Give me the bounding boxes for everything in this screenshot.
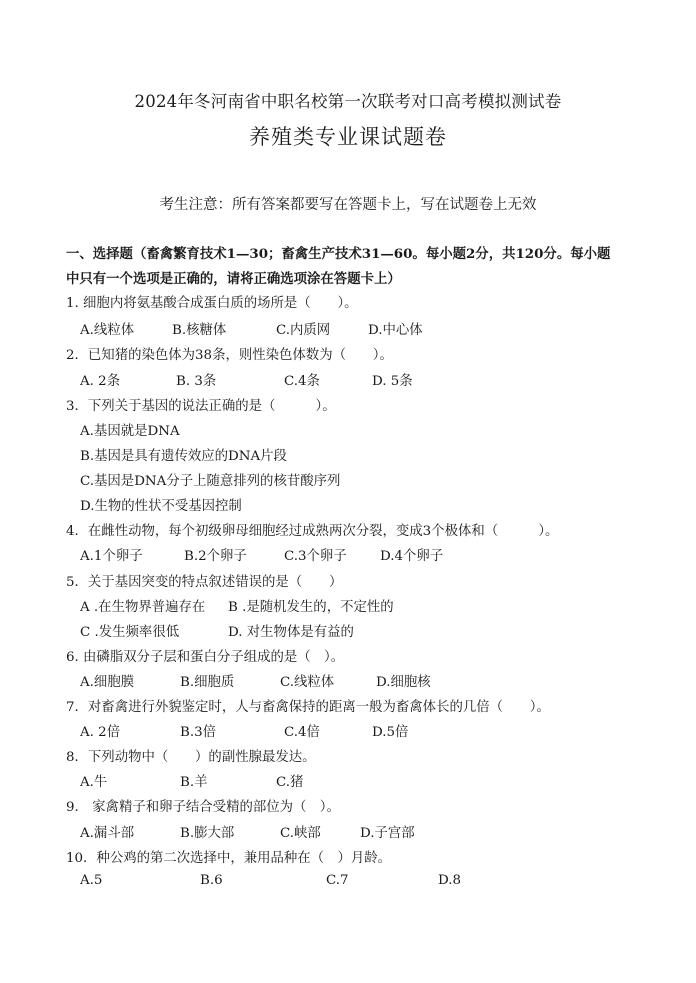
question-9-option-c: C.峡部	[280, 826, 321, 841]
question-5-stem: 5．关于基因突变的特点叙述错误的是（ ）	[66, 575, 343, 590]
question-4-option-d: D.4个卵子	[380, 549, 444, 564]
exam-title: 2024年冬河南省中职名校第一次联考对口高考模拟测试卷	[134, 92, 562, 111]
section-heading-line-2: 中只有一个选项是正确的，请将正确选项涂在答题卡上）	[66, 271, 401, 287]
question-5-option-b: B .是随机发生的，不定性的	[228, 600, 394, 615]
question-4-option-b: B.2个卵子	[184, 549, 247, 564]
question-10-option-d: D.8	[438, 873, 462, 888]
question-2-option-b: B. 3条	[176, 374, 217, 389]
question-10-stem: 10．种公鸡的第二次选择中，兼用品种在（ ）月龄。	[66, 851, 392, 866]
question-5-option-a: A .在生物界普遍存在	[80, 600, 206, 615]
question-7-option-d: D.5倍	[372, 725, 409, 740]
question-6-option-b: B.细胞质	[180, 675, 235, 690]
question-3-option-a: A.基因就是DNA	[80, 424, 180, 439]
candidate-notice: 考生注意：所有答案都要写在答题卡上，写在试题卷上无效	[159, 197, 537, 213]
question-6-option-d: D.细胞核	[376, 675, 431, 690]
question-1-stem: 1. 细胞内将氨基酸合成蛋白质的场所是（ ）。	[66, 296, 358, 311]
section-heading	[66, 242, 646, 292]
question-1-option-b: B.核糖体	[172, 323, 227, 338]
question-1-option-c: C.内质网	[276, 323, 331, 338]
question-4-option-a: A.1个卵子	[80, 549, 143, 564]
question-2-stem: 2．已知猪的染色体为38条，则性染色体数为（ ）。	[66, 348, 393, 363]
question-3-option-c: C.基因是DNA分子上随意排列的核苷酸序列	[80, 474, 341, 489]
question-7-option-c: C.4倍	[284, 725, 320, 740]
question-1-option-a: A.线粒体	[80, 323, 135, 338]
question-6-stem: 6. 由磷脂双分子层和蛋白分子组成的是（ ）。	[66, 650, 345, 665]
question-10-option-a: A.5	[80, 873, 103, 888]
question-3-stem: 3．下列关于基因的说法正确的是（ ）。	[66, 399, 336, 414]
question-8-option-c: C.猪	[276, 775, 304, 790]
question-2-option-c: C.4条	[284, 374, 320, 389]
question-9-option-a: A.漏斗部	[80, 826, 135, 841]
question-5-option-c: C .发生频率很低	[80, 625, 180, 640]
question-7-option-a: A. 2倍	[80, 725, 121, 740]
question-9-stem: 9. 家禽精子和卵子结合受精的部位为（ ）。	[66, 800, 340, 815]
question-6-option-c: C.线粒体	[280, 675, 335, 690]
question-9-option-d: D.子宫部	[360, 826, 415, 841]
question-3-option-b: B.基因是具有遗传效应的DNA片段	[80, 449, 287, 464]
question-7-option-b: B.3倍	[180, 725, 217, 740]
question-10-option-b: B.6	[200, 873, 223, 888]
question-9-option-b: B.膨大部	[180, 826, 235, 841]
question-3-option-d: D.生物的性状不受基因控制	[80, 499, 242, 514]
question-8-stem: 8．下列动物中（ ）的副性腺最发达。	[66, 750, 316, 765]
question-2-option-a: A. 2条	[80, 374, 121, 389]
question-4-stem: 4．在雌性动物，每个初级卵母细胞经过成熟两次分裂，变成3个极体和（ ）。	[66, 524, 559, 539]
section-heading-line-1: 一、选择题（畜禽繁育技术1—30；畜禽生产技术31—60。每小题2分，共120分。每小题	[66, 246, 611, 262]
question-10-option-c: C.7	[326, 873, 349, 888]
question-4-option-c: C.3个卵子	[284, 549, 347, 564]
question-2-option-d: D. 5条	[372, 374, 413, 389]
question-1-option-d: D.中心体	[368, 323, 423, 338]
exam-subtitle: 养殖类专业课试题卷	[249, 125, 447, 149]
question-8-option-a: A.牛	[80, 775, 108, 790]
question-5-option-d: D. 对生物体是有益的	[228, 625, 354, 640]
question-7-stem: 7．对畜禽进行外貌鉴定时，人与畜禽保持的距离一般为畜禽体长的几倍（ ）。	[66, 700, 550, 715]
question-6-option-a: A.细胞膜	[80, 675, 135, 690]
question-8-option-b: B.羊	[180, 775, 208, 790]
